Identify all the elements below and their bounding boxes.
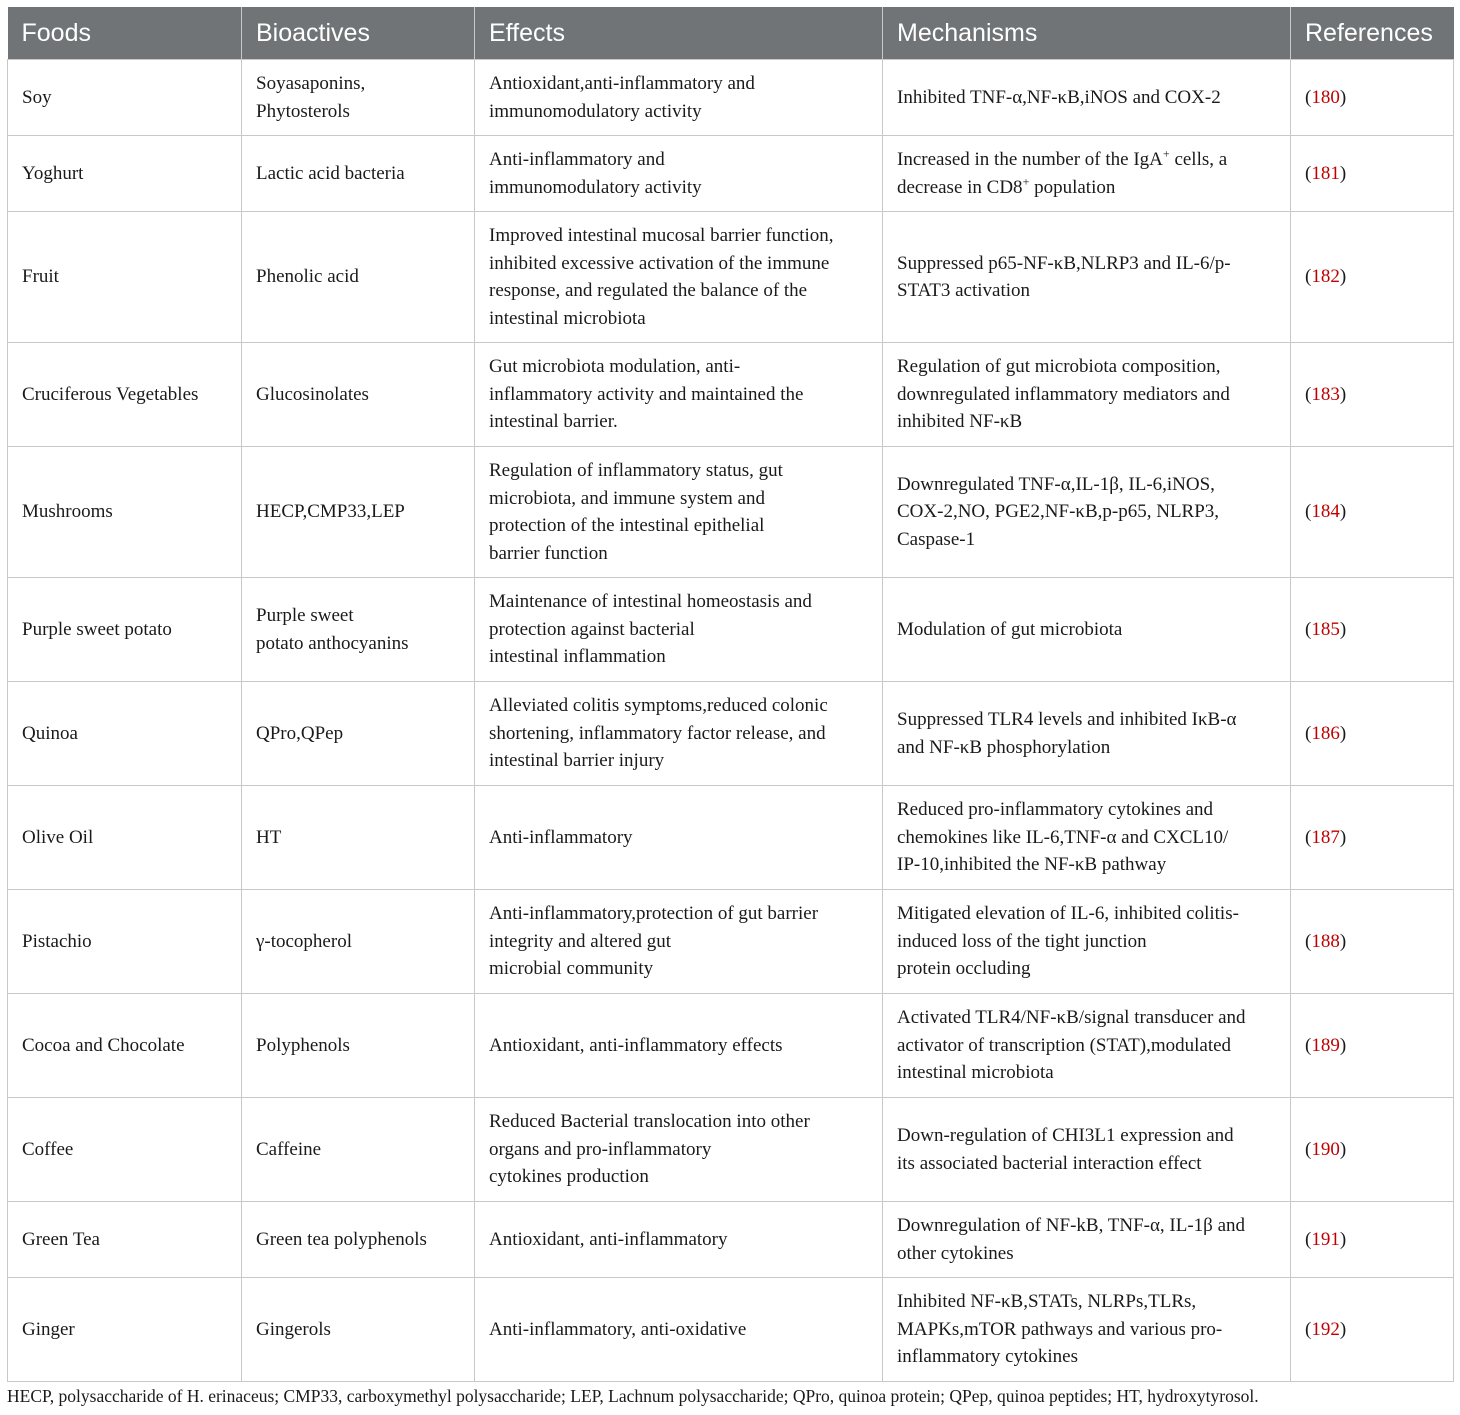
reference-link[interactable]: 187 — [1311, 826, 1340, 848]
cell-reference: (182) — [1291, 212, 1454, 343]
table-container — [7, 7, 1453, 1382]
reference-link[interactable]: 188 — [1311, 930, 1340, 952]
cell-food: Purple sweet potato — [8, 578, 242, 682]
cell-food: Mushrooms — [8, 447, 242, 578]
reference-link[interactable]: 183 — [1311, 383, 1340, 405]
cell-reference: (188) — [1291, 890, 1454, 994]
reference-link[interactable]: 191 — [1311, 1228, 1340, 1250]
table-row — [8, 60, 1454, 136]
cell-effects: Antioxidant, anti-inflammatory — [475, 1202, 883, 1278]
table-row — [8, 1278, 1454, 1382]
cell-effects: Anti-inflammatory and immunomodulatory activity — [475, 136, 883, 212]
cell-effects: Improved intestinal mucosal barrier function, inhibited excessive activation of the immune response, and regulated the balance of the intestinal microbiota — [475, 212, 883, 343]
cell-reference: (181) — [1291, 136, 1454, 212]
cell-mechanism: Regulation of gut microbiota composition, downregulated inflammatory mediators and inhibited NF-κB — [883, 343, 1291, 447]
cell-mechanism: Activated TLR4/NF-κB/signal transducer and activator of transcription (STAT),modulated intestinal microbiota — [883, 994, 1291, 1098]
cell-bioactive: Purple sweet potato anthocyanins — [242, 578, 475, 682]
cell-bioactive: Phenolic acid — [242, 212, 475, 343]
header-bioactives: Bioactives — [242, 7, 475, 60]
table-header — [8, 7, 1454, 60]
reference-link[interactable]: 184 — [1311, 501, 1340, 523]
foods-bioactives-table — [7, 7, 1454, 1382]
cell-mechanism: Increased in the number of the IgA+ cells, a decrease in CD8+ population — [883, 136, 1291, 212]
cell-reference: (183) — [1291, 343, 1454, 447]
cell-food: Fruit — [8, 212, 242, 343]
cell-bioactive: Lactic acid bacteria — [242, 136, 475, 212]
cell-effects: Gut microbiota modulation, anti- inflammatory activity and maintained the intestinal barrier. — [475, 343, 883, 447]
cell-bioactive: Green tea polyphenols — [242, 1202, 475, 1278]
cell-reference: (190) — [1291, 1098, 1454, 1202]
cell-reference: (180) — [1291, 60, 1454, 136]
table-row — [8, 343, 1454, 447]
table-row — [8, 994, 1454, 1098]
cell-food: Ginger — [8, 1278, 242, 1382]
cell-reference: (192) — [1291, 1278, 1454, 1382]
cell-bioactive: Caffeine — [242, 1098, 475, 1202]
cell-bioactive: Glucosinolates — [242, 343, 475, 447]
cell-food: Soy — [8, 60, 242, 136]
cell-food: Cruciferous Vegetables — [8, 343, 242, 447]
table-row — [8, 682, 1454, 786]
cell-mechanism: Modulation of gut microbiota — [883, 578, 1291, 682]
reference-link[interactable]: 181 — [1311, 162, 1340, 184]
cell-food: Yoghurt — [8, 136, 242, 212]
cell-mechanism: Down-regulation of CHI3L1 expression and its associated bacterial interaction effect — [883, 1098, 1291, 1202]
header-foods: Foods — [8, 7, 242, 60]
reference-link[interactable]: 190 — [1311, 1138, 1340, 1160]
cell-effects: Anti-inflammatory,protection of gut barrier integrity and altered gut microbial community — [475, 890, 883, 994]
reference-link[interactable]: 189 — [1311, 1034, 1340, 1056]
cell-bioactive: HECP,CMP33,LEP — [242, 447, 475, 578]
table-row — [8, 1202, 1454, 1278]
cell-effects: Alleviated colitis symptoms,reduced colonic shortening, inflammatory factor release, and intestinal barrier injury — [475, 682, 883, 786]
cell-effects: Regulation of inflammatory status, gut microbiota, and immune system and protection of the intestinal epithelial barrier function — [475, 447, 883, 578]
table-row — [8, 447, 1454, 578]
cell-reference: (191) — [1291, 1202, 1454, 1278]
reference-link[interactable]: 186 — [1311, 722, 1340, 744]
cell-effects: Reduced Bacterial translocation into other organs and pro-inflammatory cytokines production — [475, 1098, 883, 1202]
cell-bioactive: Gingerols — [242, 1278, 475, 1382]
reference-link[interactable]: 192 — [1311, 1318, 1340, 1340]
header-effects: Effects — [475, 7, 883, 60]
cell-bioactive: HT — [242, 786, 475, 890]
table-footnote: HECP, polysaccharide of H. erinaceus; CMP33, carboxymethyl polysaccharide; LEP, Lachnum polysaccharide; QPro, quinoa protein; QPep, quinoa peptides; HT, hydroxytyrosol. — [7, 1386, 1259, 1406]
table-body — [8, 60, 1454, 1382]
header-references: References — [1291, 7, 1454, 60]
cell-mechanism: Mitigated elevation of IL-6, inhibited colitis- induced loss of the tight junction protein occluding — [883, 890, 1291, 994]
reference-link[interactable]: 182 — [1311, 266, 1340, 288]
cell-effects: Anti-inflammatory, anti-oxidative — [475, 1278, 883, 1382]
header-row — [8, 7, 1454, 60]
cell-bioactive: Polyphenols — [242, 994, 475, 1098]
cell-food: Quinoa — [8, 682, 242, 786]
table-row — [8, 786, 1454, 890]
cell-mechanism: Downregulated TNF-α,IL-1β, IL-6,iNOS, COX-2,NO, PGE2,NF-κB,p-p65, NLRP3, Caspase-1 — [883, 447, 1291, 578]
cell-mechanism: Inhibited TNF-α,NF-κB,iNOS and COX-2 — [883, 60, 1291, 136]
cell-food: Olive Oil — [8, 786, 242, 890]
cell-reference: (189) — [1291, 994, 1454, 1098]
cell-food: Green Tea — [8, 1202, 242, 1278]
cell-food: Coffee — [8, 1098, 242, 1202]
cell-food: Pistachio — [8, 890, 242, 994]
cell-reference: (187) — [1291, 786, 1454, 890]
cell-reference: (186) — [1291, 682, 1454, 786]
cell-food: Cocoa and Chocolate — [8, 994, 242, 1098]
cell-bioactive: Soyasaponins, Phytosterols — [242, 60, 475, 136]
table-row — [8, 1098, 1454, 1202]
cell-effects: Maintenance of intestinal homeostasis and protection against bacterial intestinal inflammation — [475, 578, 883, 682]
cell-mechanism: Suppressed p65-NF-κB,NLRP3 and IL-6/p- STAT3 activation — [883, 212, 1291, 343]
table-row — [8, 212, 1454, 343]
cell-reference: (184) — [1291, 447, 1454, 578]
reference-link[interactable]: 180 — [1311, 86, 1340, 108]
header-mechanisms: Mechanisms — [883, 7, 1291, 60]
cell-reference: (185) — [1291, 578, 1454, 682]
cell-mechanism: Downregulation of NF-kB, TNF-α, IL-1β and other cytokines — [883, 1202, 1291, 1278]
cell-mechanism: Suppressed TLR4 levels and inhibited IκB-α and NF-κB phosphorylation — [883, 682, 1291, 786]
table-row — [8, 578, 1454, 682]
cell-mechanism: Reduced pro-inflammatory cytokines and chemokines like IL-6,TNF-α and CXCL10/ IP-10,inhibited the NF-κB pathway — [883, 786, 1291, 890]
cell-mechanism: Inhibited NF-κB,STATs, NLRPs,TLRs, MAPKs,mTOR pathways and various pro- inflammatory cytokines — [883, 1278, 1291, 1382]
reference-link[interactable]: 185 — [1311, 618, 1340, 640]
cell-bioactive: γ-tocopherol — [242, 890, 475, 994]
cell-bioactive: QPro,QPep — [242, 682, 475, 786]
cell-effects: Antioxidant,anti-inflammatory and immunomodulatory activity — [475, 60, 883, 136]
table-row — [8, 890, 1454, 994]
cell-effects: Antioxidant, anti-inflammatory effects — [475, 994, 883, 1098]
table-row — [8, 136, 1454, 212]
cell-effects: Anti-inflammatory — [475, 786, 883, 890]
